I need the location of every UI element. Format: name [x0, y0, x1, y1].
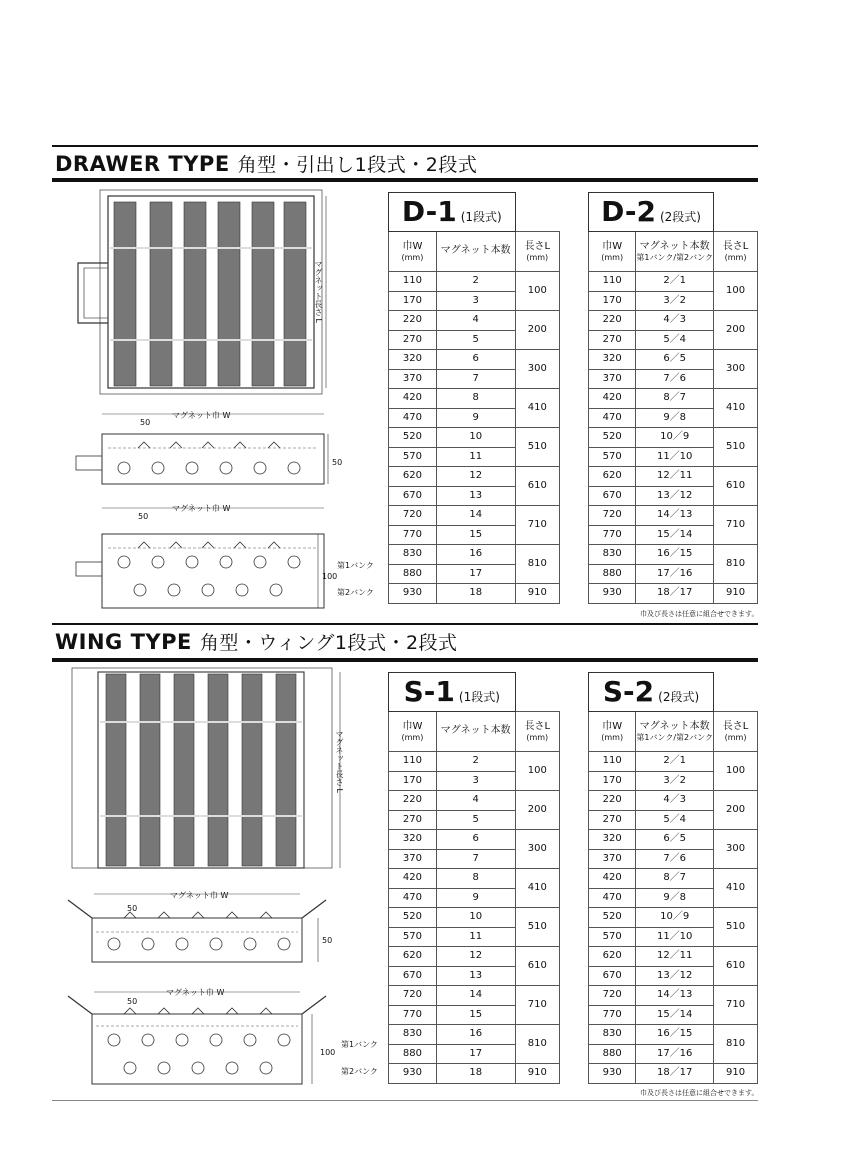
section-title-en: DRAWER TYPE	[55, 152, 230, 176]
count-cell: 12／11	[636, 947, 714, 967]
width-cell: 930	[389, 1064, 437, 1084]
length-cell: 300	[515, 350, 559, 389]
model-name: S-1	[403, 675, 455, 708]
table-row	[589, 467, 758, 487]
count-cell: 5	[436, 810, 515, 830]
count-cell: 9／8	[636, 408, 714, 428]
width-cell: 320	[389, 350, 437, 370]
count-cell: 3	[436, 771, 515, 791]
count-cell: 11／10	[636, 447, 714, 467]
width-cell: 620	[589, 467, 636, 487]
width-cell: 420	[589, 869, 636, 889]
section-top-rule	[52, 145, 758, 147]
width-cell: 670	[589, 966, 636, 986]
count-cell: 13	[436, 966, 515, 986]
width-cell: 370	[389, 849, 437, 869]
length-cell: 100	[714, 272, 758, 311]
table-row	[389, 272, 560, 292]
table-row	[589, 752, 758, 772]
table-row	[589, 545, 758, 565]
drawer-pitch-label-2: 50	[138, 512, 149, 521]
length-cell: 510	[714, 908, 758, 947]
length-cell: 100	[515, 272, 559, 311]
section-title-en: WING TYPE	[55, 630, 192, 654]
drawer-bank1-label: 第1バンク	[337, 561, 374, 570]
col-count-header: マグネット本数	[436, 712, 515, 752]
wing-pitch-label-2: 50	[127, 997, 138, 1006]
width-cell: 370	[589, 849, 636, 869]
table-row	[389, 791, 560, 811]
count-cell: 6	[436, 830, 515, 850]
length-cell: 610	[515, 947, 559, 986]
width-cell: 880	[389, 564, 437, 584]
count-cell: 15／14	[636, 525, 714, 545]
length-cell: 200	[714, 311, 758, 350]
wing-height2-label: 100	[320, 1048, 336, 1057]
length-cell: 100	[515, 752, 559, 791]
width-cell: 670	[389, 966, 437, 986]
model-header	[389, 193, 516, 232]
count-cell: 14／13	[636, 986, 714, 1006]
count-cell: 10／9	[636, 428, 714, 448]
col-width-header: 巾W (mm)	[589, 232, 636, 272]
count-cell: 8	[436, 389, 515, 409]
table-s2	[588, 672, 758, 1084]
model-sub: (2段式)	[658, 690, 700, 704]
width-cell: 470	[589, 408, 636, 428]
length-cell: 100	[714, 752, 758, 791]
width-cell: 830	[389, 1025, 437, 1045]
table-row	[389, 869, 560, 889]
section-title-jp: 角型・引出し1段式・2段式	[237, 154, 478, 176]
width-cell: 170	[389, 771, 437, 791]
page-bottom-rule	[52, 1100, 758, 1101]
count-cell: 2	[436, 752, 515, 772]
count-cell: 8／7	[636, 389, 714, 409]
length-cell: 510	[714, 428, 758, 467]
col-length-header: 長さL (mm)	[515, 712, 559, 752]
d2-note: 巾及び長さは任意に組合せできます。	[640, 610, 759, 618]
width-cell: 520	[389, 908, 437, 928]
count-cell: 13	[436, 486, 515, 506]
length-cell: 410	[515, 389, 559, 428]
drawer-height2-label: 100	[322, 572, 338, 581]
width-cell: 110	[389, 752, 437, 772]
wing-side-view-2-drawing	[64, 984, 344, 1090]
col-length-header: 長さL (mm)	[714, 712, 758, 752]
wing-magnet-width-label-2: マグネット巾 W	[166, 988, 225, 997]
width-cell: 420	[589, 389, 636, 409]
wing-height-label-1: 50	[322, 936, 333, 945]
count-cell: 3／2	[636, 771, 714, 791]
col-length-header: 長さL (mm)	[515, 232, 559, 272]
table-row	[589, 986, 758, 1006]
section-title-wing	[55, 628, 458, 655]
count-cell: 16	[436, 545, 515, 565]
length-cell: 200	[515, 311, 559, 350]
length-cell: 710	[714, 506, 758, 545]
length-cell: 910	[515, 1064, 559, 1084]
count-cell: 4	[436, 311, 515, 331]
length-cell: 410	[714, 869, 758, 908]
count-cell: 13／12	[636, 966, 714, 986]
table-row	[589, 311, 758, 331]
length-cell: 810	[714, 1025, 758, 1064]
width-cell: 830	[589, 545, 636, 565]
table-row	[589, 869, 758, 889]
length-cell: 300	[515, 830, 559, 869]
length-cell: 710	[515, 986, 559, 1025]
table-row	[589, 908, 758, 928]
table-row	[389, 311, 560, 331]
wing-length-label: マグネット長さ L	[335, 730, 344, 793]
length-cell: 810	[515, 545, 559, 584]
width-cell: 880	[389, 1044, 437, 1064]
table-row	[589, 830, 758, 850]
table-row	[389, 908, 560, 928]
width-cell: 370	[389, 369, 437, 389]
table-row	[589, 428, 758, 448]
width-cell: 420	[389, 869, 437, 889]
model-name: D-2	[601, 195, 656, 228]
table-row	[389, 830, 560, 850]
count-cell: 11	[436, 927, 515, 947]
length-cell: 710	[714, 986, 758, 1025]
width-cell: 620	[389, 947, 437, 967]
drawer-bank2-label: 第2バンク	[337, 588, 374, 597]
count-cell: 15	[436, 525, 515, 545]
drawer-magnet-width-label-1: マグネット巾 W	[172, 411, 231, 420]
length-cell: 510	[515, 428, 559, 467]
count-cell: 12	[436, 467, 515, 487]
count-cell: 4／3	[636, 311, 714, 331]
table-row	[589, 350, 758, 370]
count-cell: 18／17	[636, 584, 714, 604]
section-top-rule-2	[52, 623, 758, 625]
width-cell: 880	[589, 564, 636, 584]
count-cell: 2／1	[636, 752, 714, 772]
width-cell: 830	[389, 545, 437, 565]
length-cell: 910	[515, 584, 559, 604]
width-cell: 770	[589, 1005, 636, 1025]
width-cell: 470	[389, 888, 437, 908]
count-cell: 5	[436, 330, 515, 350]
model-name: S-2	[602, 675, 655, 708]
count-cell: 17／16	[636, 1044, 714, 1064]
wing-pitch-label-1: 50	[127, 904, 138, 913]
table-row	[389, 1064, 560, 1084]
count-cell: 14／13	[636, 506, 714, 526]
count-cell: 14	[436, 506, 515, 526]
count-cell: 11	[436, 447, 515, 467]
table-row	[389, 506, 560, 526]
table-row	[589, 272, 758, 292]
count-cell: 2	[436, 272, 515, 292]
width-cell: 320	[389, 830, 437, 850]
col-width-header: 巾W (mm)	[389, 712, 437, 752]
col-width-header: 巾W (mm)	[389, 232, 437, 272]
table-s1	[388, 672, 560, 1084]
count-cell: 18／17	[636, 1064, 714, 1084]
model-header	[589, 193, 714, 232]
count-cell: 7／6	[636, 849, 714, 869]
length-cell: 710	[515, 506, 559, 545]
table-row	[589, 791, 758, 811]
width-cell: 320	[589, 350, 636, 370]
count-cell: 7	[436, 369, 515, 389]
table-row	[389, 986, 560, 1006]
width-cell: 720	[389, 986, 437, 1006]
count-cell: 10	[436, 908, 515, 928]
count-cell: 11／10	[636, 927, 714, 947]
width-cell: 770	[589, 525, 636, 545]
table-row	[589, 947, 758, 967]
table-row	[589, 1064, 758, 1084]
width-cell: 930	[389, 584, 437, 604]
drawer-side-view-2-drawing	[72, 500, 342, 616]
count-cell: 18	[436, 1064, 515, 1084]
table-row	[389, 947, 560, 967]
count-cell: 2／1	[636, 272, 714, 292]
width-cell: 270	[389, 810, 437, 830]
length-cell: 510	[515, 908, 559, 947]
count-cell: 17	[436, 564, 515, 584]
drawer-length-label: マグネット長さ L	[314, 260, 323, 323]
count-cell: 17	[436, 1044, 515, 1064]
width-cell: 880	[589, 1044, 636, 1064]
length-cell: 410	[515, 869, 559, 908]
width-cell: 570	[389, 447, 437, 467]
col-count-header: マグネット本数 第1バンク/第2バンク	[636, 232, 714, 272]
s2-note: 巾及び長さは任意に組合せできます。	[640, 1089, 759, 1097]
table-row	[389, 545, 560, 565]
count-cell: 13／12	[636, 486, 714, 506]
section-title-drawer	[55, 150, 477, 177]
width-cell: 620	[389, 467, 437, 487]
width-cell: 570	[589, 927, 636, 947]
width-cell: 770	[389, 525, 437, 545]
length-cell: 610	[515, 467, 559, 506]
width-cell: 470	[589, 888, 636, 908]
width-cell: 270	[589, 330, 636, 350]
section-title-rule-2	[52, 658, 758, 662]
count-cell: 7	[436, 849, 515, 869]
width-cell: 570	[589, 447, 636, 467]
length-cell: 910	[714, 584, 758, 604]
count-cell: 18	[436, 584, 515, 604]
col-length-header: 長さL (mm)	[714, 232, 758, 272]
model-name: D-1	[401, 195, 457, 228]
count-cell: 9／8	[636, 888, 714, 908]
count-cell: 4	[436, 791, 515, 811]
width-cell: 570	[389, 927, 437, 947]
count-cell: 16／15	[636, 1025, 714, 1045]
length-cell: 910	[714, 1064, 758, 1084]
count-cell: 3／2	[636, 291, 714, 311]
width-cell: 670	[389, 486, 437, 506]
count-cell: 5／4	[636, 330, 714, 350]
length-cell: 300	[714, 350, 758, 389]
length-cell: 410	[714, 389, 758, 428]
model-sub: (1段式)	[458, 690, 500, 704]
width-cell: 420	[389, 389, 437, 409]
width-cell: 930	[589, 584, 636, 604]
table-row	[589, 506, 758, 526]
wing-top-view-drawing	[70, 666, 346, 876]
width-cell: 110	[589, 272, 636, 292]
table-row	[389, 350, 560, 370]
model-sub: (1段式)	[460, 210, 502, 224]
width-cell: 110	[589, 752, 636, 772]
model-header	[589, 673, 714, 712]
count-cell: 6／5	[636, 830, 714, 850]
count-cell: 8	[436, 869, 515, 889]
width-cell: 170	[589, 291, 636, 311]
wing-magnet-width-label-1: マグネット巾 W	[170, 891, 229, 900]
width-cell: 720	[589, 986, 636, 1006]
count-cell: 10	[436, 428, 515, 448]
table-row	[589, 389, 758, 409]
length-cell: 810	[714, 545, 758, 584]
width-cell: 720	[389, 506, 437, 526]
section-title-jp: 角型・ウィング1段式・2段式	[199, 632, 458, 654]
table-row	[389, 428, 560, 448]
table-d2	[588, 192, 758, 604]
count-cell: 6／5	[636, 350, 714, 370]
length-cell: 200	[515, 791, 559, 830]
count-cell: 16／15	[636, 545, 714, 565]
width-cell: 220	[389, 791, 437, 811]
count-cell: 7／6	[636, 369, 714, 389]
width-cell: 220	[389, 311, 437, 331]
drawer-top-view-drawing	[70, 188, 340, 400]
model-header	[389, 673, 516, 712]
width-cell: 930	[589, 1064, 636, 1084]
drawer-pitch-label-1: 50	[140, 418, 151, 427]
col-width-header: 巾W (mm)	[589, 712, 636, 752]
width-cell: 270	[589, 810, 636, 830]
width-cell: 520	[589, 908, 636, 928]
table-row	[389, 467, 560, 487]
count-cell: 9	[436, 888, 515, 908]
count-cell: 6	[436, 350, 515, 370]
width-cell: 370	[589, 369, 636, 389]
table-d1	[388, 192, 560, 604]
width-cell: 170	[589, 771, 636, 791]
width-cell: 620	[589, 947, 636, 967]
section-title-rule	[52, 178, 758, 182]
count-cell: 12	[436, 947, 515, 967]
drawer-magnet-width-label-2: マグネット巾 W	[172, 504, 231, 513]
width-cell: 270	[389, 330, 437, 350]
table-row	[389, 1025, 560, 1045]
table-row	[589, 1025, 758, 1045]
length-cell: 610	[714, 947, 758, 986]
width-cell: 520	[589, 428, 636, 448]
count-cell: 5／4	[636, 810, 714, 830]
width-cell: 320	[589, 830, 636, 850]
table-row	[589, 584, 758, 604]
model-sub: (2段式)	[659, 210, 701, 224]
count-cell: 14	[436, 986, 515, 1006]
count-cell: 16	[436, 1025, 515, 1045]
count-cell: 12／11	[636, 467, 714, 487]
length-cell: 300	[714, 830, 758, 869]
wing-bank2-label: 第2バンク	[341, 1067, 378, 1076]
table-row	[389, 752, 560, 772]
width-cell: 670	[589, 486, 636, 506]
count-cell: 4／3	[636, 791, 714, 811]
width-cell: 220	[589, 791, 636, 811]
width-cell: 720	[589, 506, 636, 526]
length-cell: 610	[714, 467, 758, 506]
width-cell: 830	[589, 1025, 636, 1045]
width-cell: 220	[589, 311, 636, 331]
table-row	[389, 389, 560, 409]
count-cell: 3	[436, 291, 515, 311]
length-cell: 810	[515, 1025, 559, 1064]
count-cell: 15	[436, 1005, 515, 1025]
count-cell: 17／16	[636, 564, 714, 584]
col-count-header: マグネット本数 第1バンク/第2バンク	[636, 712, 714, 752]
width-cell: 110	[389, 272, 437, 292]
width-cell: 170	[389, 291, 437, 311]
width-cell: 520	[389, 428, 437, 448]
col-count-header: マグネット本数	[436, 232, 515, 272]
table-row	[389, 584, 560, 604]
width-cell: 770	[389, 1005, 437, 1025]
length-cell: 200	[714, 791, 758, 830]
width-cell: 470	[389, 408, 437, 428]
count-cell: 10／9	[636, 908, 714, 928]
count-cell: 15／14	[636, 1005, 714, 1025]
wing-bank1-label: 第1バンク	[341, 1040, 378, 1049]
drawer-height-label-1: 50	[332, 458, 343, 467]
count-cell: 8／7	[636, 869, 714, 889]
count-cell: 9	[436, 408, 515, 428]
